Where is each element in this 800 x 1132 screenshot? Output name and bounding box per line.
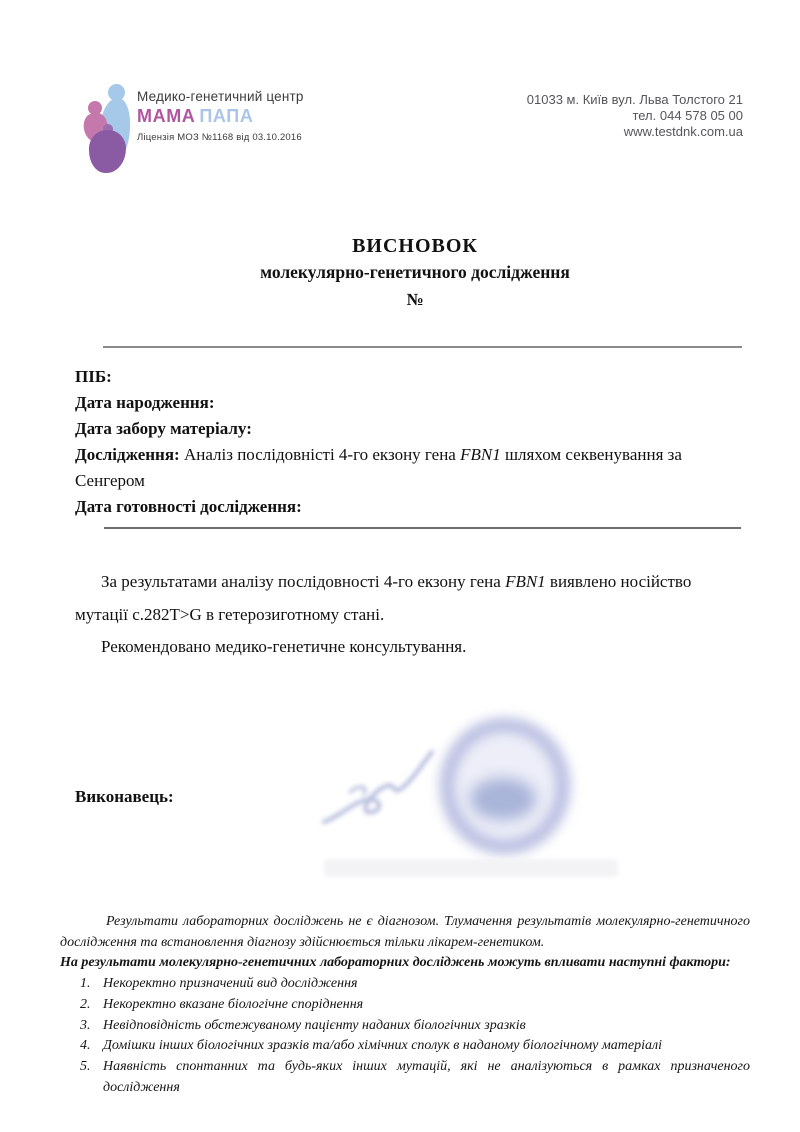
field-study: Дослідження: Аналіз послідовністі 4-го екзону гена FBN1 шляхом секвенування за Сенгером bbox=[75, 445, 682, 490]
clinic-brand-name bbox=[137, 106, 304, 127]
gene-name: FBN1 bbox=[460, 445, 501, 464]
contact-address: 01033 м. Київ вул. Льва Толстого 21 bbox=[526, 92, 743, 107]
contact-block bbox=[527, 92, 743, 140]
brand-mama: МАМА bbox=[137, 106, 196, 126]
disclaimer-paragraph-2: На результати молекулярно-генетичних лабораторних досліджень можуть впливати наступні фактори: bbox=[60, 955, 731, 971]
signature bbox=[320, 734, 450, 834]
list-item: 5. Наявність спонтанних та будь-яких інших мутацій, які не аналізуються в рамках призначеного дослідження bbox=[80, 1058, 750, 1095]
title-line2: молекулярно-генетичного дослідження bbox=[260, 262, 570, 282]
list-item: 3. Невідповідність обстежуваному пацієнту наданих біологічних зразків bbox=[80, 1017, 526, 1033]
disclaimer-section bbox=[60, 912, 750, 1098]
field-ready-date: Дата готовності дослідження: bbox=[75, 497, 302, 516]
field-birth-date: Дата народження: bbox=[75, 393, 215, 412]
list-item: 4. Домішки інших біологічних зразків та/або хімічних сполук в наданому біологічному матеріалі bbox=[80, 1038, 663, 1054]
list-item: 2. Некоректно вказане біологічне споріднення bbox=[80, 996, 364, 1012]
result-section bbox=[75, 566, 715, 664]
clinic-license: Ліцензія МОЗ №1168 від 03.10.2016 bbox=[137, 132, 302, 143]
clinic-center-name: Медико-генетичний центр bbox=[137, 89, 304, 104]
redaction-blur bbox=[324, 859, 618, 877]
disclaimer-list bbox=[60, 974, 750, 1098]
title-line1: ВИСНОВОК bbox=[352, 235, 478, 257]
contact-phone: тел. 044 578 05 00 bbox=[632, 108, 743, 123]
field-sample-date: Дата забору матеріалу: bbox=[75, 419, 252, 438]
stamp-seal-center bbox=[470, 778, 536, 820]
executor-label: Виконавець: bbox=[75, 787, 174, 806]
clinic-logo-icon bbox=[85, 84, 131, 176]
field-pib: ПІБ: bbox=[75, 367, 112, 386]
recommendation-paragraph: Рекомендовано медико-генетичне консультування. bbox=[101, 637, 467, 656]
document-title bbox=[90, 235, 740, 310]
clinic-logo-text bbox=[137, 89, 304, 143]
contact-website: www.testdnk.com.ua bbox=[623, 124, 743, 139]
patient-fields bbox=[75, 364, 741, 520]
gene-name: FBN1 bbox=[505, 572, 546, 591]
brand-papa: ПАПА bbox=[199, 106, 254, 126]
logo-base-icon bbox=[89, 130, 126, 173]
disclaimer-paragraph-1: Результати лабораторних досліджень не є діагнозом. Тлумачення результатів молекулярно-генетичного дослідження та встановлення діагнозу здійснюється тільки лікарем-генетиком. bbox=[60, 914, 750, 950]
horizontal-rule-bottom bbox=[104, 527, 741, 529]
title-number: № bbox=[406, 290, 424, 309]
result-paragraph: За результатами аналізу послідовності 4-го екзону гена FBN1 виявлено носійство мутації c.282T>G в гетерозиготному стані. bbox=[75, 572, 692, 624]
list-item: 1. Некоректно призначений вид дослідження bbox=[80, 976, 358, 992]
horizontal-rule-top bbox=[103, 346, 742, 348]
